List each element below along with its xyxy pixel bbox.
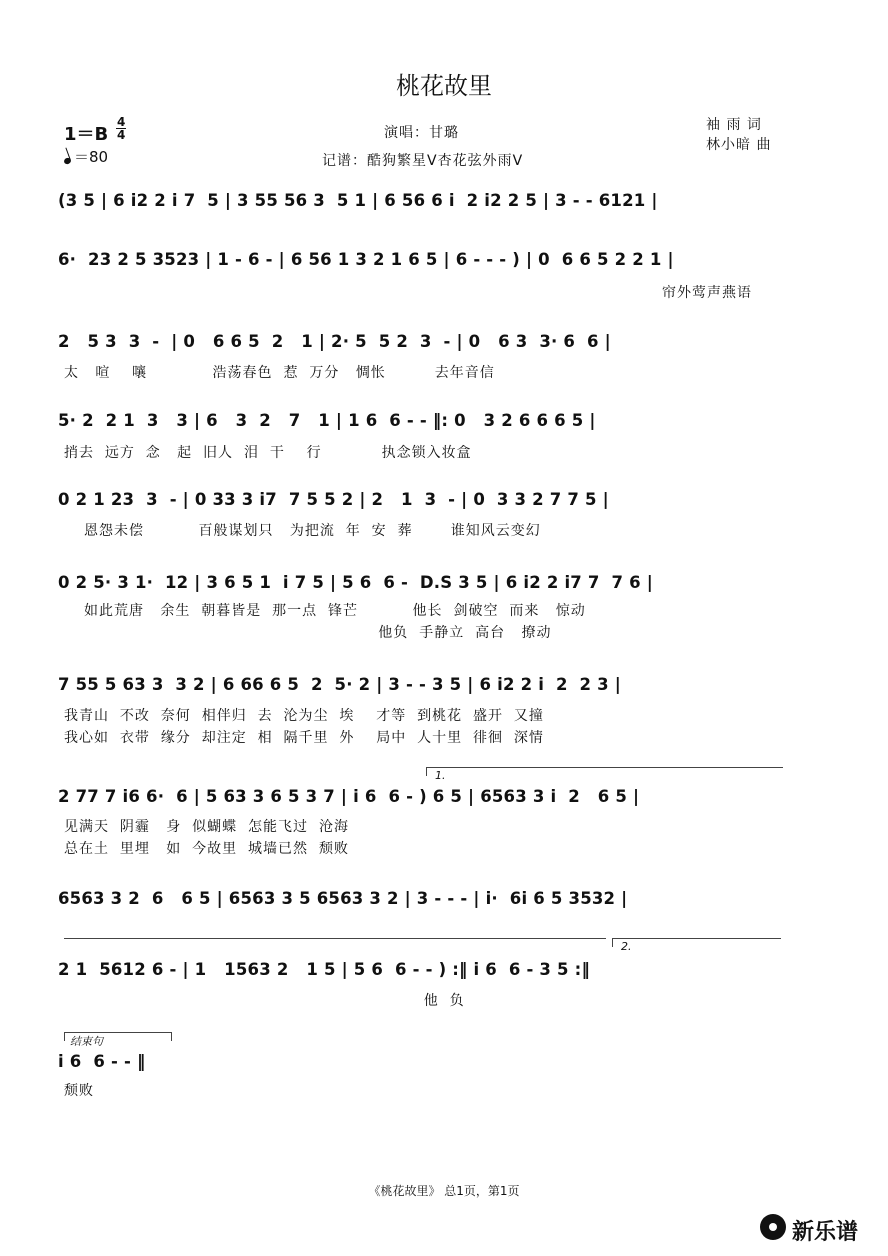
page-footer: 《桃花故里》 总1页，第1页 — [368, 1184, 520, 1198]
lyric-row-3: 太 喧 嚷 浩荡春色 惹 万分 惆怅 去年音信 — [64, 365, 495, 381]
lyric-row-8b: 总在土 里埋 如 今故里 城墙已然 颓败 — [64, 841, 349, 857]
lyric-row-2: 帘外莺声燕语 — [662, 285, 752, 301]
lyric-row-7b: 我心如 衣带 缘分 却注定 相 隔千里 外 局中 人十里 徘徊 深情 — [64, 730, 544, 746]
score-row-2: 6· 23 2 5 3523 | 1 - 6 - | 6 56 1 3 2 1 6 5 | 6 - - - ) | 0 6 6 5 2 2 1 | — [58, 250, 674, 269]
brand-logo-text: 新乐谱 — [792, 1220, 859, 1245]
key-signature: 1＝B — [64, 124, 109, 145]
quarter-note-icon — [63, 157, 72, 165]
score-row-5: 0 2 1 23 3 - | 0 33 3 i7 7 5 5 2 | 2 1 3 - | 0 3 3 2 7 7 5 | — [58, 490, 609, 509]
lyric-row-5: 恩怨未偿 百般谋划只 为把流 年 安 葬 谁知风云变幻 — [84, 523, 541, 539]
score-row-10: 2 1 5612 6 - | 1 1563 2 1 5 | 5 6 6 - - ) :‖ i 6 6 - 3 5 :‖ — [58, 960, 590, 979]
transcriber: 记谱：酷狗繁星V杏花弦外雨V — [322, 153, 524, 169]
vinyl-record-icon — [760, 1214, 786, 1240]
score-row-6: 0 2 5· 3 1· 12 | 3 6 5 1 i 7 5 | 5 6 6 - D.S 3 5 | 6 i2 2 i7 7 7 6 | — [58, 573, 653, 592]
ending-label: 结束句 — [70, 1035, 103, 1048]
lyric-row-8a: 见满天 阴霾 身 似蝴蝶 怎能飞过 沧海 — [64, 819, 349, 835]
time-signature-top: 4 — [117, 115, 126, 129]
time-signature-bottom: 4 — [117, 128, 126, 142]
score-row-1: (3 5 | 6 i2 2 i 7 5 | 3 55 56 3 5 1 | 6 56 6 i 2 i2 2 5 | 3 - - 6121 | — [58, 191, 658, 210]
score-row-7: 7 55 5 63 3 3 2 | 6 66 6 5 2 5· 2 | 3 - - 3 5 | 6 i2 2 i 2 2 3 | — [58, 675, 621, 694]
tempo-value: ＝80 — [74, 148, 109, 166]
volta-bracket-1 — [426, 767, 783, 782]
score-row-3: 2 5 3 3 - | 0 6 6 5 2 1 | 2· 5 5 2 3 - | 0 6 3 3· 6 6 | — [58, 332, 611, 351]
page-title: 桃花故里 — [396, 72, 492, 100]
lyric-row-10: 他 负 — [64, 993, 465, 1009]
tempo-marking — [64, 146, 108, 167]
lyric-row-7a: 我青山 不改 奈何 相伴归 去 沦为尘 埃 才等 到桃花 盛开 又撞 — [64, 708, 544, 724]
volta-bracket-2 — [612, 938, 781, 953]
score-row-4: 5· 2 2 1 3 3 | 6 3 2 7 1 | 1 6 6 - - ‖: 0 3 2 6 6 6 5 | — [58, 411, 596, 430]
singer: 演唱：甘璐 — [384, 125, 459, 141]
volta-number-1: 1. — [435, 769, 446, 782]
lyricist: 袖 雨 词 — [706, 117, 762, 133]
score-row-9: 6563 3 2 6 6 5 | 6563 3 5 6563 3 2 | 3 - - - | i· 6i 6 5 3532 | — [58, 889, 628, 908]
lyric-row-4: 捎去 远方 念 起 旧人 泪 干 行 执念锁入妆盒 — [64, 445, 472, 461]
composer: 林小暗 曲 — [706, 137, 772, 153]
lyric-row-11: 颓败 — [64, 1083, 94, 1099]
lyric-row-6b: 他负 手静立 高台 撩动 — [84, 625, 552, 641]
score-row-8: 2 77 7 i6 6· 6 | 5 63 3 6 5 3 7 | i 6 6 - ) 6 5 | 6563 3 i 2 6 5 | — [58, 787, 640, 806]
volta-number-2: 2. — [621, 940, 632, 953]
lyric-row-6a: 如此荒唐 余生 朝暮皆是 那一点 锋芒 他长 剑破空 而来 惊动 — [84, 603, 586, 619]
volta-line-continued — [64, 938, 606, 939]
score-row-11: i 6 6 - - ‖ — [58, 1052, 146, 1071]
time-signature — [116, 116, 126, 141]
